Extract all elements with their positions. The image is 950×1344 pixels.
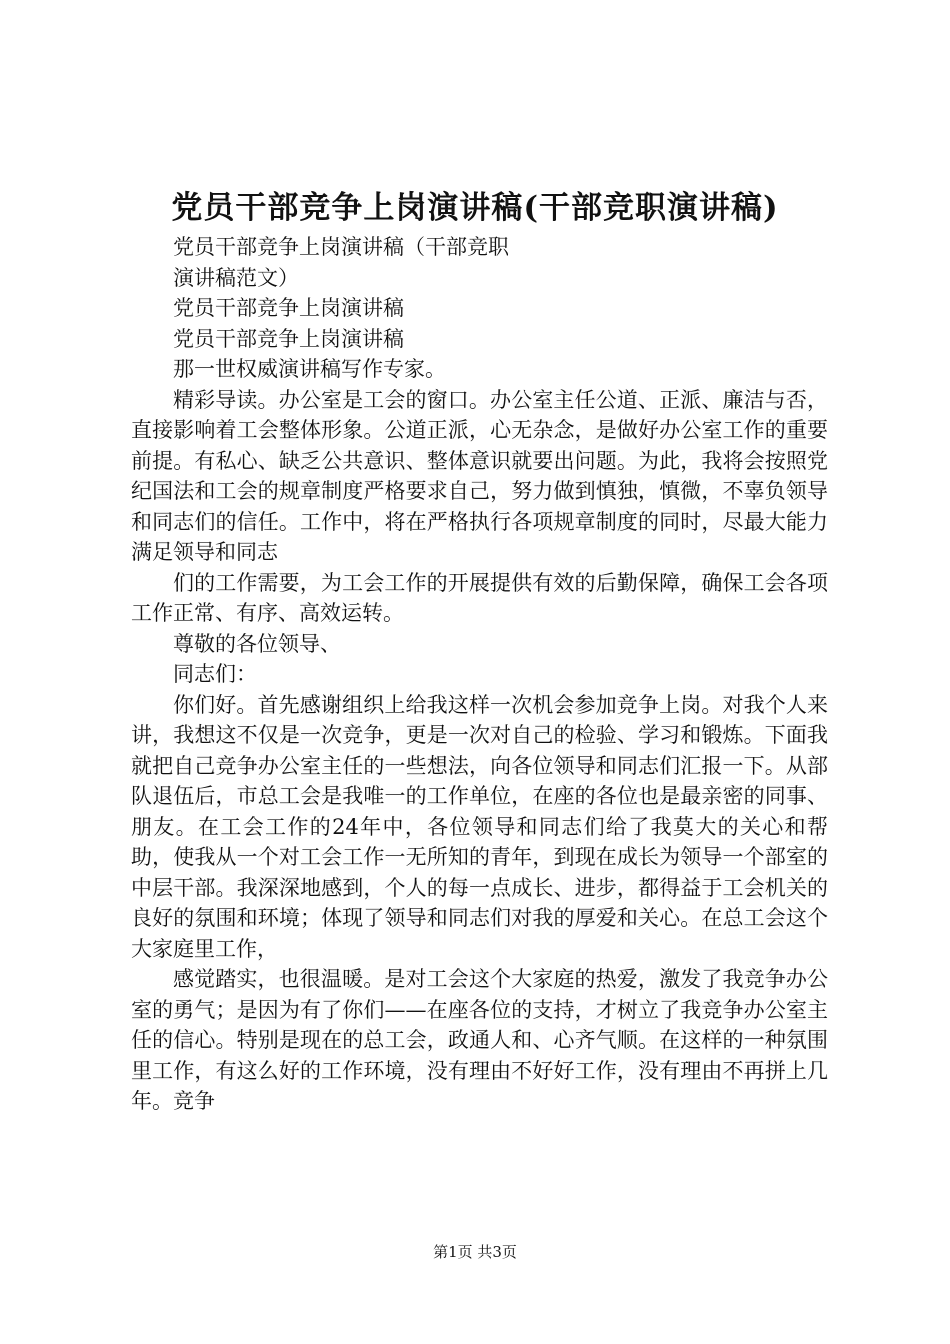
paragraph: 演讲稿范文） xyxy=(173,265,299,290)
paragraph: 同志们： xyxy=(173,662,257,686)
document-title: 党员干部竞争上岗演讲稿(干部竞职演讲稿) xyxy=(171,190,779,226)
paragraph: 那一世权威演讲稿写作专家。 xyxy=(173,357,446,381)
paragraph: 党员干部竞争上岗演讲稿（干部竞职 xyxy=(173,235,509,259)
page-footer: 第1页 共3页 xyxy=(433,1243,517,1261)
paragraph: 党员干部竞争上岗演讲稿 xyxy=(173,296,404,320)
document-body xyxy=(131,232,828,1117)
paragraph: 尊敬的各位领导、 xyxy=(173,631,341,656)
paragraph: 们的工作需要，为工会工作的开展提供有效的后勤保障，确保工会各项工作正常、有序、高效运转。 xyxy=(131,570,828,625)
paragraph: 你们好。首先感谢组织上给我这样一次机会参加竞争上岗。对我个人来讲，我想这不仅是一次竞争，更是一次对自己的检验、学习和锻炼。下面我就把自己竞争办公室主任的一些想法，向各位领导和同志们汇报一下。从部队退伍后，市总工会是我唯一的工作单位，在座的各位也是最亲密的同事、朋友。在工会工作的24年中，各位领导和同志们给了我莫大的关心和帮助，使我从一个对工会工作一无所知的青年，到现在成长为领导一个部室的中层干部。我深深地感到，个人的每一点成长、进步，都得益于工会机关的良好的氛围和环境；体现了领导和同志们对我的厚爱和关心。在总工会这个大家庭里工作， xyxy=(131,692,828,961)
paragraph: 精彩导读。办公室是工会的窗口。办公室主任公道、正派、廉洁与否，直接影响着工会整体形象。公道正派，心无杂念，是做好办公室工作的重要前提。有私心、缺乏公共意识、整体意识就要出问题。为此，我将会按照党纪国法和工会的规章制度严格要求自己，努力做到慎独，慎微，不辜负领导和同志们的信任。工作中，将在严格执行各项规章制度的同时，尽最大能力满足领导和同志 xyxy=(131,387,828,564)
paragraph: 感觉踏实，也很温暖。是对工会这个大家庭的热爱，激发了我竞争办公室的勇气；是因为有了你们——在座各位的支持，才树立了我竞争办公室主任的信心。特别是现在的总工会，政通人和、心齐气顺。在这样的一种氛围里工作，有这么好的工作环境，没有理由不好好工作，没有理由不再拼上几年。竞争 xyxy=(131,967,828,1113)
paragraph: 党员干部竞争上岗演讲稿 xyxy=(173,326,404,351)
